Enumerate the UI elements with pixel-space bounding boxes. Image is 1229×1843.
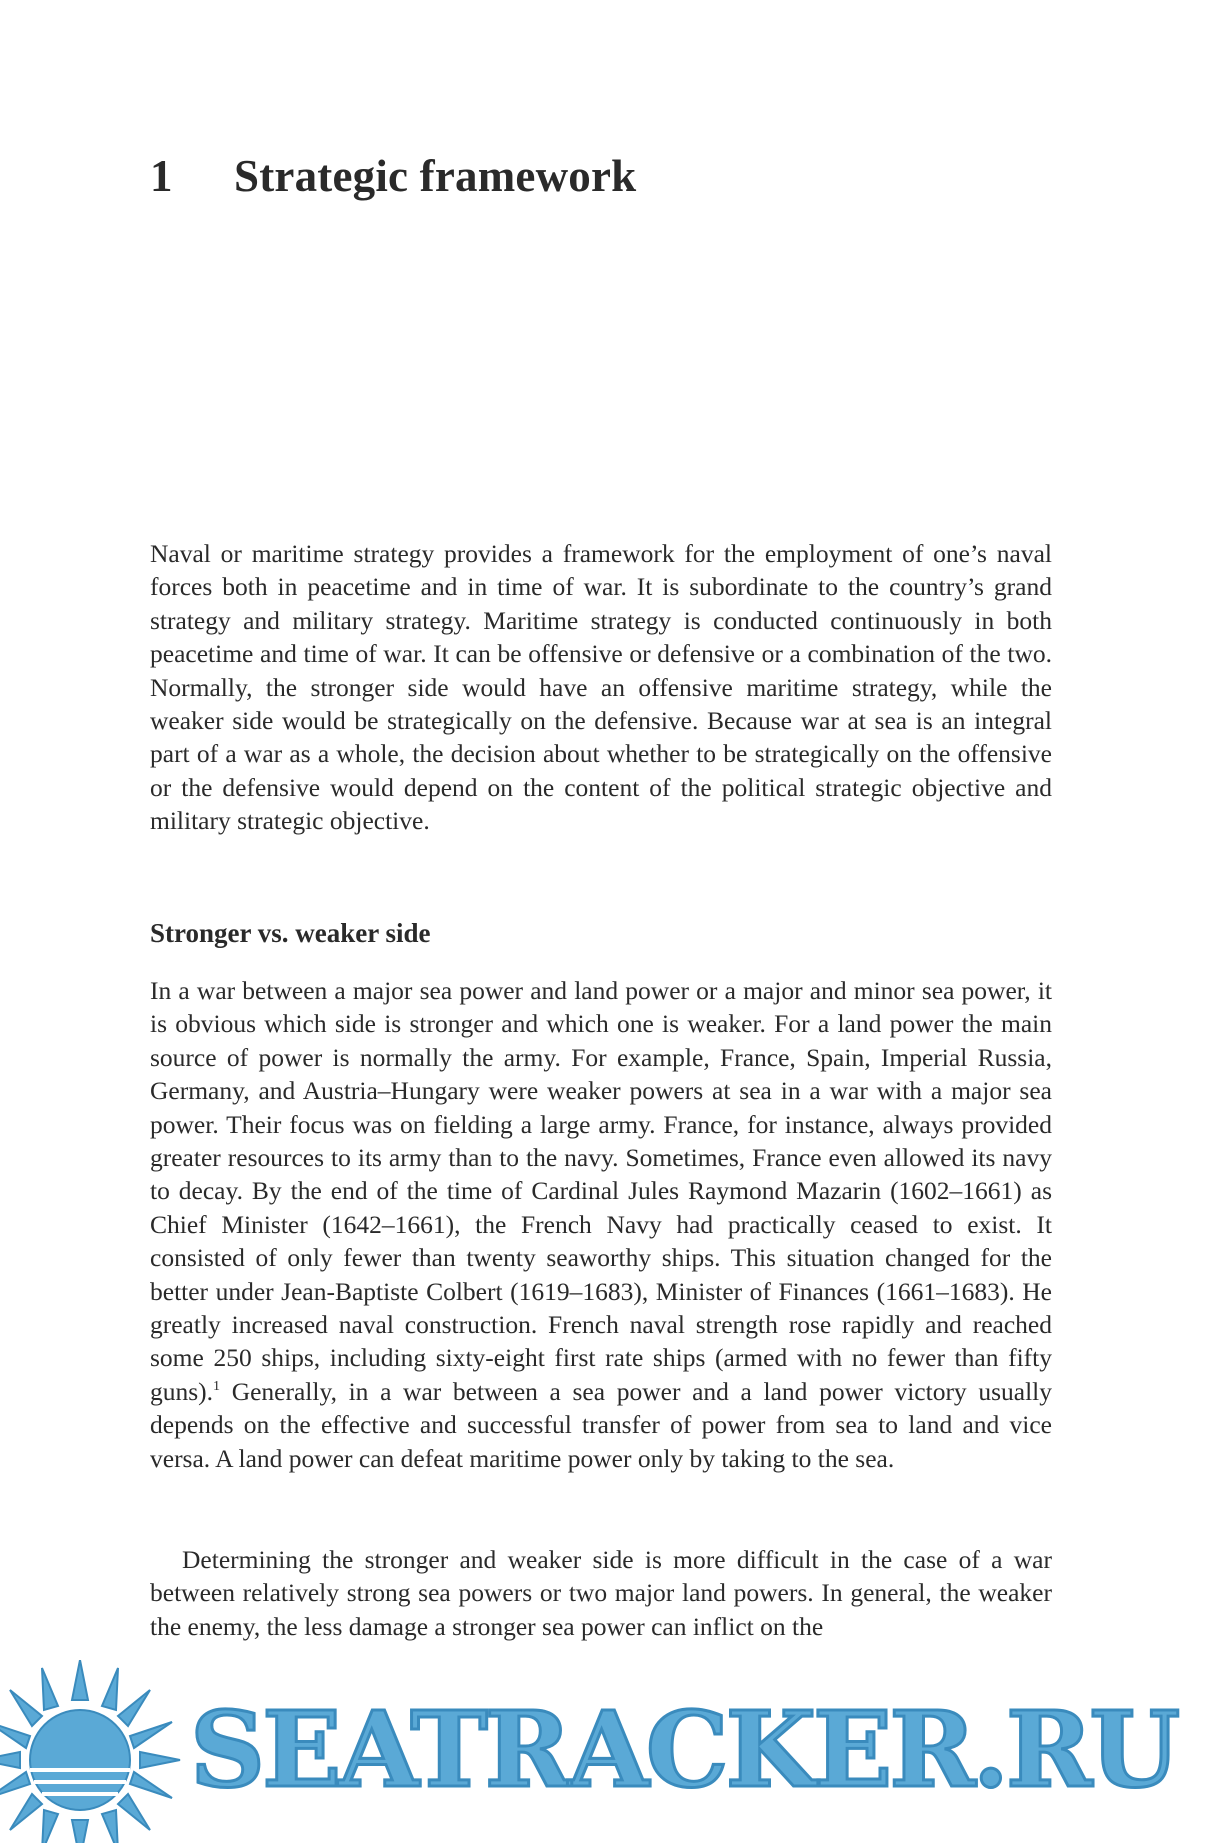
- chapter-title: Strategic framework: [234, 151, 637, 201]
- paragraph-text: In a war between a major sea power and land power or a major and minor sea power, it is obvious which side is stronger and which one is weaker. For a land power the main source of power is normally the army. For example, France, Spain, Imperial Russia, Germany, and Austria–Hungary were weaker powers at sea in a war with a major sea power. Their focus was on fielding a large army. France, for instance, always provided greater resources to its army than to the navy. Sometimes, France even allowed its navy to decay. By the end of the time of Cardinal Jules Raymond Mazarin (1602–1661) as Chief Minister (1642–1661), the French Navy had practically ceased to exist. It consisted of only fewer than twenty seaworthy ships. This situation changed for the better under Jean-Baptiste Colbert (1619–1683), Minister of Finances (1661–1683). He greatly increased naval construction. French naval strength rose rapidly and reached some 250 ships, including sixty-eight first rate ships (armed with no fewer than fifty guns).: [150, 976, 1052, 1406]
- footnote-marker[interactable]: 1: [213, 1378, 221, 1394]
- section-paragraph-1: [150, 974, 1052, 1475]
- paragraph-text: Generally, in a war between a sea power and a land power victory usually depends on the effective and successful transfer of power from sea to land and vice versa. A land power can defeat maritime power only by taking to the sea.: [150, 1376, 1052, 1473]
- intro-paragraph: Naval or maritime strategy provides a framework for the employment of one’s naval forces both in peacetime and in time of war. It is subordinate to the country’s grand strategy and military strategy. Maritime strategy is conducted continuously in both peacetime and time of war. It can be offensive or defensive or a combination of the two. Normally, the stronger side would have an offensive maritime strategy, while the weaker side would be strategically on the defensive. Because war at sea is an integral part of a war as a whole, the decision about whether to be strategically on the offensive or the defensive would depend on the content of the political strategic objective and military strategic objective.: [150, 539, 1052, 836]
- section-paragraph-2: Determining the stronger and weaker side is more difficult in the case of a war between relatively strong sea powers or two major land powers. In general, the weaker the enemy, the less damage a stronger sea power can inflict on the: [150, 1545, 1052, 1641]
- chapter-number: 1: [150, 151, 173, 201]
- watermark-text: SEATRACKER.RU: [190, 1688, 1178, 1811]
- section-heading: Stronger vs. weaker side: [150, 918, 431, 948]
- chapter-heading: [150, 150, 636, 202]
